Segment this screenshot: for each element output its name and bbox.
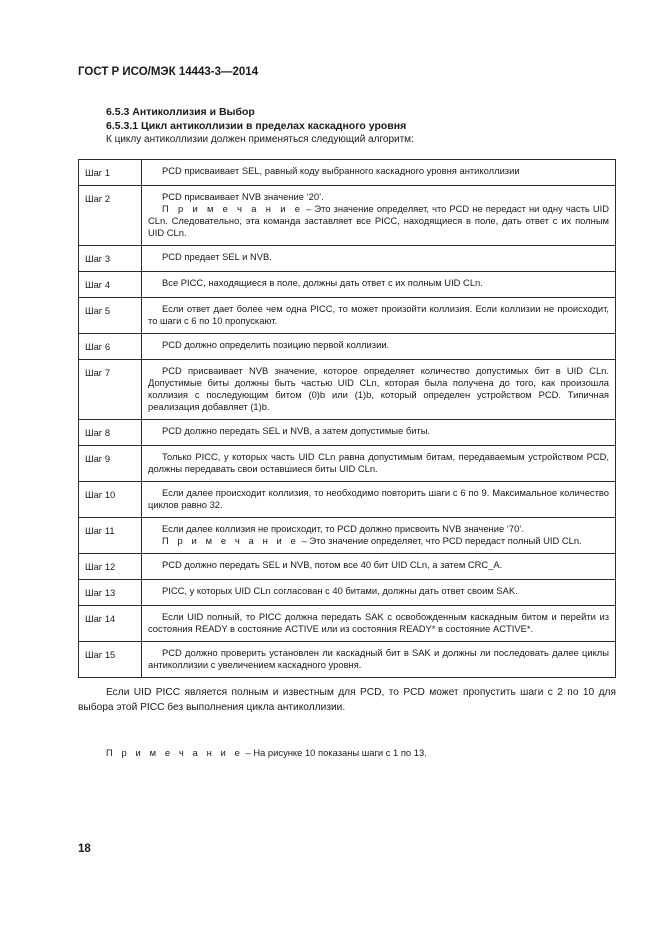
step-label: Шаг 11 xyxy=(79,518,142,554)
table-row xyxy=(79,360,616,420)
step-text xyxy=(142,246,616,272)
table-row xyxy=(79,580,616,606)
step-label: Шаг 2 xyxy=(79,186,142,246)
table-row xyxy=(79,420,616,446)
step-line: Все PICC, находящиеся в поле, должны дать ответ с их полным UID CLn. xyxy=(162,277,483,288)
footnote-text: – На рисунке 10 показаны шаги с 1 по 13. xyxy=(242,747,427,758)
step-line: PCD должно передать SEL и NVB, потом все 40 бит UID CLn, а затем CRC_A. xyxy=(162,559,503,570)
step-text xyxy=(142,272,616,298)
step-text xyxy=(142,606,616,642)
step-line: PCD присваивает SEL, равный коду выбранного каскадного уровня антиколлизии xyxy=(162,165,520,176)
step-label: Шаг 5 xyxy=(79,298,142,334)
step-label: Шаг 7 xyxy=(79,360,142,420)
table-row xyxy=(79,446,616,482)
table-row xyxy=(79,642,616,678)
section-heading-6-5-3: 6.5.3 Антиколлизия и Выбор xyxy=(106,106,255,118)
page-number: 18 xyxy=(78,843,91,855)
footnote xyxy=(106,747,427,758)
step-text xyxy=(142,446,616,482)
step-line: Если ответ дает более чем одна PICC, то может произойти коллизия. Если коллизии не происходит, то шаги с 6 по 10 пропускают. xyxy=(148,303,609,326)
step-text xyxy=(142,334,616,360)
step-note xyxy=(148,535,609,547)
step-text xyxy=(142,186,616,246)
step-note xyxy=(148,203,609,239)
step-text xyxy=(142,420,616,446)
footnote-prefix: П р и м е ч а н и е xyxy=(106,747,243,758)
step-label: Шаг 10 xyxy=(79,482,142,518)
step-label: Шаг 8 xyxy=(79,420,142,446)
step-text xyxy=(142,518,616,554)
step-line: PCD должно передать SEL и NVB, а затем допустимые биты. xyxy=(162,425,431,436)
section-heading-6-5-3-1: 6.5.3.1 Цикл антиколлизии в пределах каскадного уровня xyxy=(106,120,407,132)
table-row xyxy=(79,334,616,360)
step-note-text: – Это значение определяет, что PCD не передаст ни одну часть UID CLn. Следовательно, эта команда заставляет все PICC, находящиеся в поле, дать ответ с их полным UID CLn. xyxy=(148,203,609,238)
step-line: Если далее коллизия не происходит, то PCD должно присвоить NVB значение ‘70’. xyxy=(162,523,524,534)
step-text xyxy=(142,482,616,518)
step-line: Если UID полный, то PICC должна передать SAK с освобожденным каскадным битом и перейти из состояния READY в состояние ACTIVE или из состояния READY* в состояние ACTIVE*. xyxy=(148,611,609,634)
step-line: Только PICC, у которых часть UID CLn равна допустимым битам, передаваемым устройством PCD, должны передавать свои оставшиеся биты UID CLn. xyxy=(148,451,609,474)
closing-paragraph: Если UID PICC является полным и известным для PCD, то PCD может пропустить шаги с 2 по 10 для выбора этой PICC без выполнения цикла антиколлизии. xyxy=(78,687,616,713)
table-row xyxy=(79,246,616,272)
step-label: Шаг 3 xyxy=(79,246,142,272)
step-label: Шаг 6 xyxy=(79,334,142,360)
step-note-prefix: П р и м е ч а н и е xyxy=(162,203,304,214)
step-label: Шаг 13 xyxy=(79,580,142,606)
step-line: PCD должно определить позицию первой коллизии. xyxy=(162,339,390,350)
step-text xyxy=(142,554,616,580)
table-row xyxy=(79,272,616,298)
step-line: PCD предает SEL и NVB. xyxy=(162,251,272,262)
step-line: PICC, у которых UID CLn согласован с 40 битами, должны дать ответ своим SAK. xyxy=(162,585,518,596)
step-label: Шаг 1 xyxy=(79,160,142,186)
document-header: ГОСТ Р ИСО/МЭК 14443-3—2014 xyxy=(78,66,259,78)
table-row xyxy=(79,554,616,580)
step-text xyxy=(142,298,616,334)
step-note-prefix: П р и м е ч а н и е xyxy=(162,535,299,546)
step-label: Шаг 9 xyxy=(79,446,142,482)
step-label: Шаг 15 xyxy=(79,642,142,678)
table-row xyxy=(79,186,616,246)
table-row xyxy=(79,606,616,642)
step-line: PCD присваивает NVB значение, которое определяет количество допустимых бит в UID CLn. Допустимые биты должны быть частью UID CLn, которая была получена до того, как произошла коллизия с последующим битом (0)b или (1)b, который определен устройством PCD. Типичная реализация добавляет (1)b. xyxy=(148,365,609,412)
step-text xyxy=(142,360,616,420)
table-row xyxy=(79,160,616,186)
intro-text: К циклу антиколлизии должен применяться следующий алгоритм: xyxy=(106,134,414,145)
step-label: Шаг 4 xyxy=(79,272,142,298)
table-row xyxy=(79,298,616,334)
step-text xyxy=(142,642,616,678)
table-row xyxy=(79,482,616,518)
step-label: Шаг 14 xyxy=(79,606,142,642)
step-note-text: – Это значение определяет, что PCD передаст полный UID CLn. xyxy=(298,535,582,546)
step-line: PCD должно проверить установлен ли каскадный бит в SAK и должны ли последовать далее циклы антиколлизии с увеличением каскадного уровня. xyxy=(148,647,609,670)
step-text xyxy=(142,160,616,186)
table-row xyxy=(79,518,616,554)
step-line: PCD присваивает NVB значение ‘20’. xyxy=(162,191,324,202)
steps-table xyxy=(78,159,616,678)
step-label: Шаг 12 xyxy=(79,554,142,580)
step-line: Если далее происходит коллизия, то необходимо повторить шаги с 6 по 9. Максимальное количество циклов равно 32. xyxy=(148,487,609,510)
step-text xyxy=(142,580,616,606)
